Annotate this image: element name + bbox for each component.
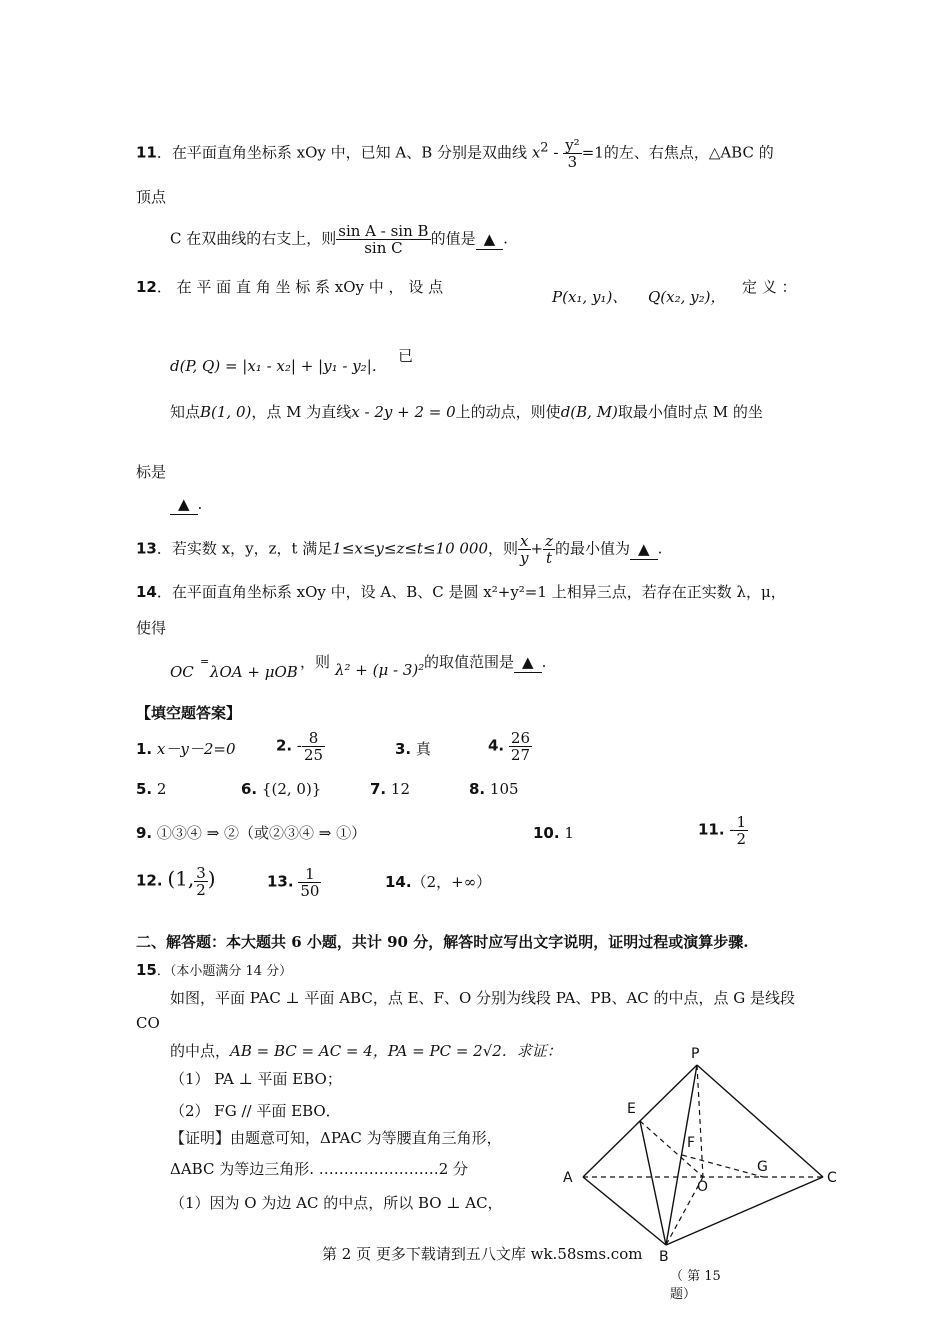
answer-2-num: 2. [276, 736, 293, 755]
label-b: B [659, 1249, 669, 1265]
answer-12-close: ) [207, 866, 216, 891]
q11-text-after: 的左、右焦点，△ABC 的 [603, 143, 774, 162]
q11-frac-num: y² [565, 136, 580, 154]
answer-2-sign: - [296, 736, 302, 755]
q13-frac2-num: z [545, 532, 554, 550]
figure-caption-2: 题） [670, 1287, 697, 1302]
answers-header: 【填空题答案】 [136, 704, 242, 722]
answer-6-num: 6. [241, 780, 258, 798]
q15-line3c: PA = PC = 2√2．求证： [387, 1042, 562, 1060]
answer-1-value: x－y－2=0 [156, 740, 236, 758]
q14-number: 14 [136, 583, 157, 601]
q12-formula: d(P, Q) = |x₁ - x₂| + |y₁ - y₂|． [170, 357, 387, 375]
q15-line3b: AB = BC = AC = 4， [230, 1042, 388, 1060]
q13-plus: + [530, 539, 544, 558]
q14-vec-oc: OC [170, 663, 194, 681]
q12-line1 [136, 277, 443, 297]
answer-13-frac-num: 1 [298, 866, 321, 883]
answer-7-value: 12 [390, 780, 411, 798]
edge-pb [666, 1065, 697, 1245]
answer-6 [241, 779, 321, 799]
answer-5 [136, 779, 166, 799]
q12-line4: 标是 [136, 463, 167, 481]
answer-14 [385, 872, 491, 892]
label-e: E [627, 1101, 636, 1117]
answer-9-num: 9. [136, 824, 153, 842]
q14-answer-blank: ▲ [514, 652, 542, 673]
answer-13-frac [298, 866, 321, 899]
answer-12-open: (1, [167, 866, 195, 891]
q15-number: 15 [136, 961, 157, 979]
q11-minus: - [548, 143, 564, 162]
answer-12-frac-num: 3 [196, 864, 206, 882]
answer-1-num: 1. [136, 740, 153, 758]
answer-8-num: 8. [469, 780, 486, 798]
answer-3-num: 3. [395, 740, 412, 758]
q12-answer-blank: ▲ [170, 494, 198, 515]
q12-point-b: B(1, 0) [200, 403, 252, 421]
q15-part2: （2） FG // 平面 EBO． [170, 1102, 341, 1120]
q13-number: 13 [136, 539, 157, 558]
q14-line2: 使得 [136, 619, 167, 637]
answer-5-value: 2 [156, 780, 167, 798]
answer-13-frac-den: 50 [300, 882, 320, 900]
q13-frac1-num: x [518, 533, 530, 550]
q13-end: . [657, 539, 663, 558]
answer-10-value: 1 [564, 824, 574, 842]
q11-sup: 2 [540, 140, 549, 156]
answer-2-frac-num: 8 [302, 730, 325, 747]
answer-7-num: 7. [370, 780, 387, 798]
label-p: P [691, 1046, 700, 1062]
q12-line3-c: 上的动点，则使 [455, 403, 561, 421]
q14-then: ，则 [300, 653, 331, 671]
answer-14-num: 14. [385, 873, 412, 891]
edge-cb [666, 1177, 823, 1245]
q11-text: ．在平面直角坐标系 xOy 中，已知 A、B 分别是双曲线 [156, 143, 528, 162]
q15-score: ．（本小题满分 14 分） [156, 964, 293, 979]
q13-frac2-den: t [546, 549, 553, 567]
q14-expr2: λ² + (μ - 3)² [335, 661, 425, 679]
answer-12-frac-den: 2 [196, 881, 206, 899]
q11-fraction2 [336, 223, 430, 256]
q15-line3a: 的中点， [170, 1042, 231, 1060]
q12-number: 12 [136, 278, 157, 296]
q12-known: 已 [398, 347, 414, 365]
answer-11-frac-num: 1 [736, 813, 746, 831]
label-g: G [757, 1159, 768, 1175]
answer-9-value: ①③④ ⇒ ②（或②③④ ⇒ ①） [156, 824, 367, 842]
q11-number: 11 [136, 143, 157, 162]
q14-expr: λOA + μOB [210, 663, 298, 681]
answer-11-sign: - [729, 820, 735, 839]
answer-5-num: 5. [136, 780, 153, 798]
answer-12 [136, 865, 216, 898]
q11-line1 [136, 137, 774, 170]
q12-line3-b: ，点 M 为直线 [251, 403, 352, 421]
q12-end: . [197, 495, 203, 513]
q13-line [136, 533, 662, 566]
q14-eq: = [200, 655, 210, 668]
q11-end: . [503, 229, 508, 248]
answer-1 [136, 739, 236, 759]
q12-line3 [170, 402, 763, 422]
answer-3 [395, 739, 431, 759]
q14-text3: 的取值范围是 [424, 653, 515, 671]
answer-2 [276, 730, 325, 763]
answer-14-value: （2，+∞） [411, 873, 492, 891]
q15-header [136, 960, 292, 982]
q12-text: ． 在 平 面 直 角 坐 标 系 xOy 中 ， 设 点 [156, 278, 444, 296]
q14-text: ．在平面直角坐标系 xOy 中，设 A、B、C 是圆 x²+y²=1 上相异三点，若存在正实数 λ，μ， [156, 583, 786, 601]
answer-10-num: 10. [533, 824, 560, 842]
label-f: F [687, 1135, 696, 1151]
label-o: O [697, 1179, 709, 1195]
q12-dbm: d(B, M) [560, 403, 618, 421]
label-c: C [827, 1170, 837, 1186]
q15-part1: （1） PA ⊥ 平面 EBO； [170, 1070, 342, 1088]
q11-line3-text: C 在双曲线的右支上，则 [170, 229, 337, 248]
q15-proof1: 【证明】由题意可知，ΔPAC 为等腰直角三角形， [170, 1129, 502, 1147]
q13-text: ．若实数 x，y，z，t 满足 [156, 539, 333, 558]
q12-def: 定 义 ： [742, 278, 797, 296]
answer-2-frac-den: 25 [304, 746, 324, 764]
q12-point-p: P(x₁, y₁)、 [552, 288, 628, 306]
q13-frac1 [518, 533, 530, 566]
answer-3-value: 真 [415, 740, 431, 758]
answer-12-num: 12. [136, 871, 163, 890]
q11-frac2-num: sin A - sin B [338, 222, 429, 240]
answer-2-frac [302, 730, 325, 763]
answer-4-num: 4. [488, 736, 505, 755]
q11-eq: =1 [581, 143, 604, 162]
q13-text2: ，则 [488, 539, 519, 558]
q15-line2: CO [136, 1014, 160, 1032]
q13-frac2 [543, 533, 555, 566]
q12-answer [170, 494, 202, 515]
answer-4 [488, 730, 532, 763]
answer-9 [136, 823, 366, 843]
section2-title: 二、解答题：本大题共 6 小题，共计 90 分，解答时应写出文字说明，证明过程或演算步骤. [136, 933, 749, 951]
q13-text3: 的最小值为 [555, 539, 631, 558]
q11-fraction [563, 137, 582, 170]
answer-11-frac [734, 814, 748, 847]
q12-line-eq: x - 2y + 2 = 0 [351, 403, 456, 421]
q11-answer-blank: ▲ [476, 229, 504, 250]
answer-13-num: 13. [267, 872, 294, 891]
q11-line3 [170, 223, 508, 256]
q11-line2: 顶点 [136, 188, 167, 206]
q15-proof2: ΔABC 为等边三角形. ……………………2 分 [170, 1160, 469, 1178]
segment-fg [682, 1155, 763, 1177]
answer-11-num: 11. [698, 820, 725, 839]
answer-8-value: 105 [489, 780, 519, 798]
q13-condition: 1≤x≤y≤z≤t≤10 000 [332, 539, 489, 558]
q15-line1: 如图，平面 PAC ⊥ 平面 ABC，点 E、F、O 分别为线段 PA、PB、AC 的中点，点 G 是线段 [170, 989, 796, 1007]
answer-12-frac [194, 865, 208, 898]
answer-4-frac-den: 27 [510, 746, 531, 764]
q12-point-q: Q(x₂, y₂)， [648, 288, 726, 306]
q11-line3-after: 的值是 [430, 229, 476, 248]
q12-line3-a: 知点 [170, 403, 201, 421]
answer-13 [267, 866, 321, 899]
answer-4-frac [509, 730, 532, 763]
answer-11 [698, 814, 748, 847]
q13-answer-blank: ▲ [630, 539, 658, 560]
answer-4-frac-num: 26 [510, 729, 531, 747]
answer-7 [370, 779, 410, 799]
answer-10 [533, 823, 574, 843]
label-a: A [563, 1170, 573, 1186]
q15-line3 [170, 1041, 562, 1061]
q12-line3-d: 取最小值时点 M 的坐 [617, 403, 763, 421]
q13-frac1-den: y [520, 549, 529, 567]
q14-end: . [541, 653, 547, 671]
answer-11-frac-den: 2 [736, 830, 746, 848]
figure-caption-1: （ 第 15 [670, 1269, 721, 1284]
q14-line1 [136, 582, 786, 602]
answer-6-value: {(2, 0)} [261, 780, 322, 798]
q11-frac2-den: sin C [364, 239, 403, 257]
q15-proof3: （1）因为 O 为边 AC 的中点，所以 BO ⊥ AC， [170, 1194, 503, 1212]
answer-8 [469, 779, 519, 799]
page-footer: 第 2 页 更多下载请到五八文库 wk.58sms.com [322, 1245, 643, 1263]
q14-line3 [424, 652, 546, 673]
q11-frac-den: 3 [567, 153, 578, 171]
q11-x: x [531, 143, 541, 162]
